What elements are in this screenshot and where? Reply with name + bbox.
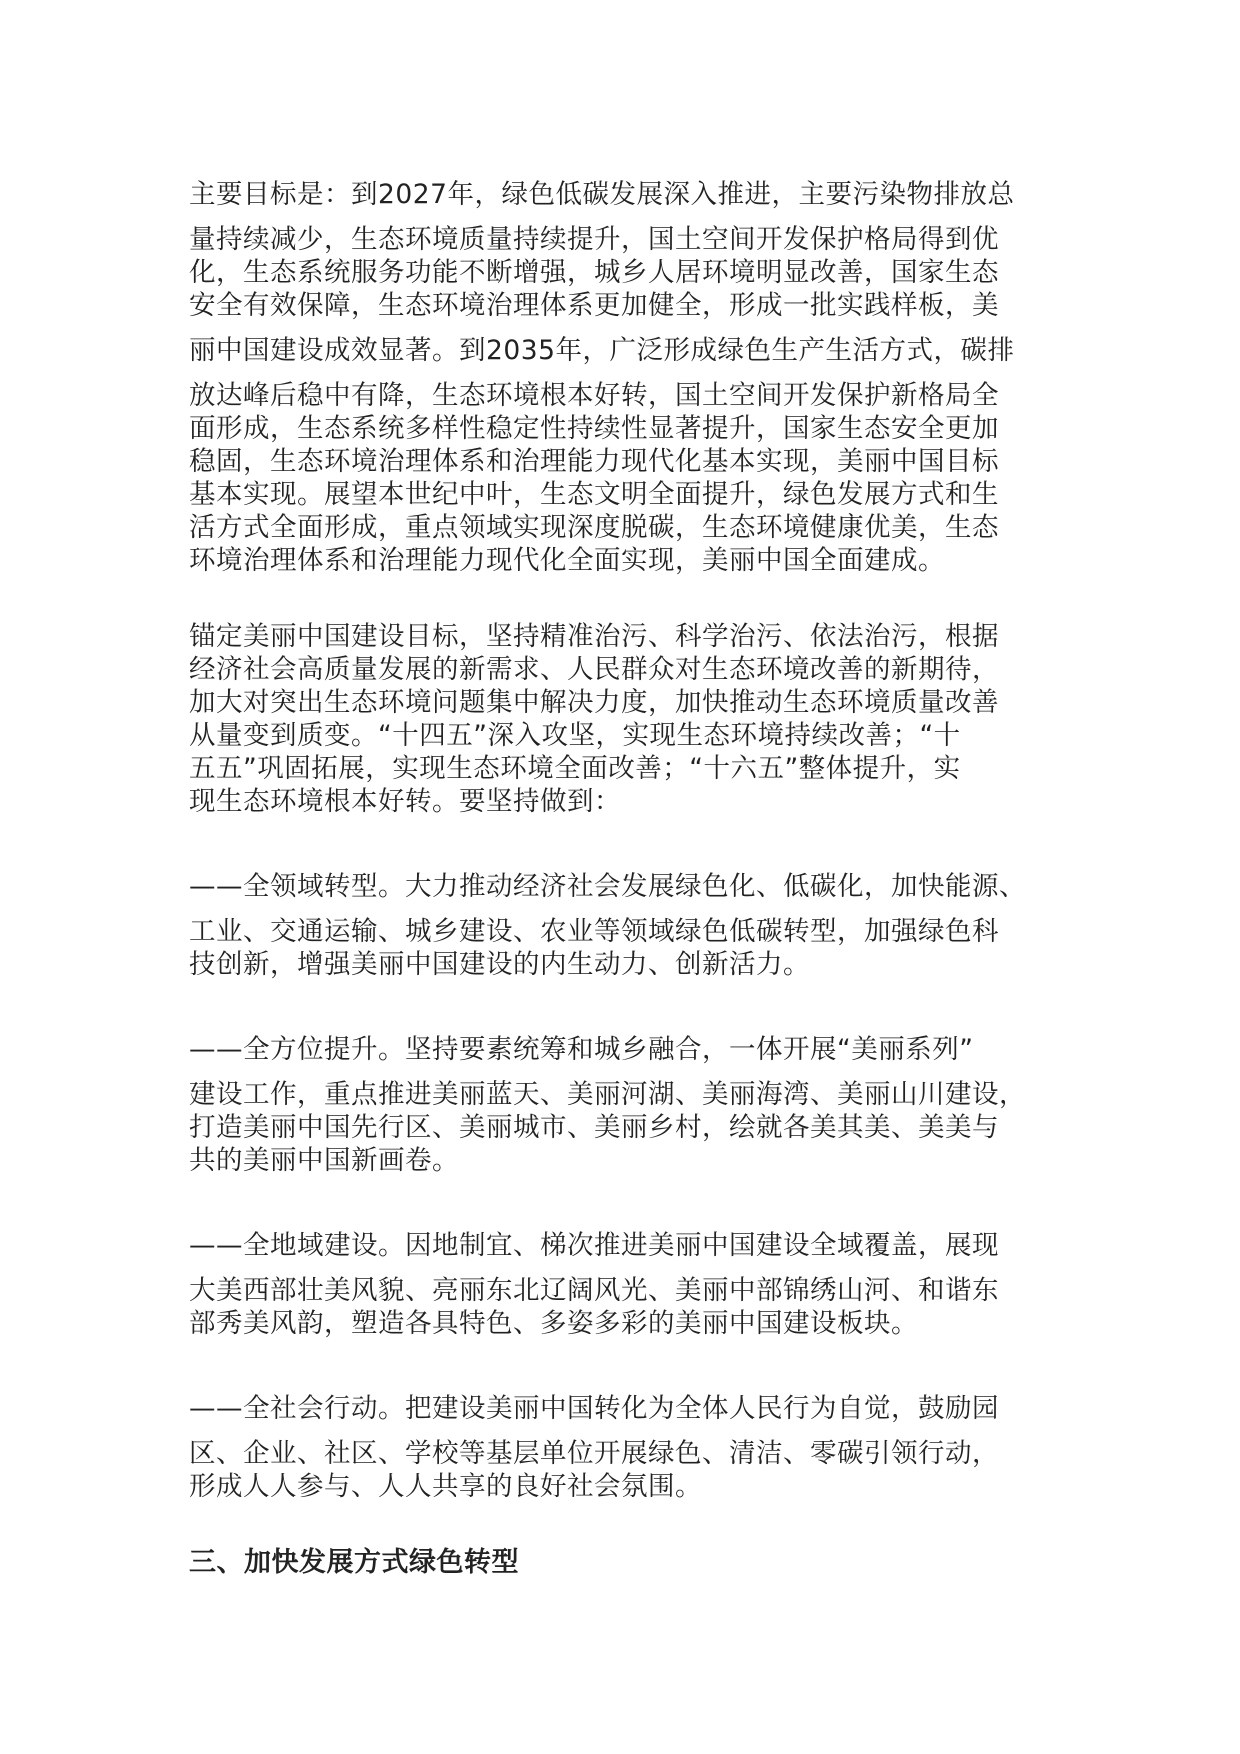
text-line: 环境治理体系和治理能力现代化全面实现，美丽中国全面建成。 [189,545,945,576]
text-line: ——全社会行动。把建设美丽中国转化为全体人民行为自觉，鼓励园 [189,1393,999,1424]
text-line: 基本实现。展望本世纪中叶，生态文明全面提升，绿色发展方式和生 [189,479,999,510]
text-line: ——全地域建设。因地制宜、梯次推进美丽中国建设全域覆盖，展现 [189,1230,999,1261]
text-line: 工业、交通运输、城乡建设、农业等领域绿色低碳转型，加强绿色科 [189,916,999,947]
text-line: 五五”巩固拓展，实现生态环境全面改善；“十六五”整体提升，实 [189,753,961,784]
text-line: 放达峰后稳中有降，生态环境根本好转，国土空间开发保护新格局全 [189,380,999,411]
text-line: 区、企业、社区、学校等基层单位开展绿色、清洁、零碳引领行动， [189,1438,999,1469]
paragraph-all-aspects [189,1033,1059,1177]
section-heading: 三、加快发展方式绿色转型 [189,1547,519,1578]
text-line: 现生态环境根本好转。要坚持做到： [189,786,621,817]
text-line: 化，生态系统服务功能不断增强，城乡人居环境明显改善，国家生态 [189,257,999,288]
text-line: ——全方位提升。坚持要素统筹和城乡融合，一体开展“美丽系列” [189,1034,974,1065]
text-line: 量持续减少，生态环境质量持续提升，国土空间开发保护格局得到优 [189,224,999,255]
text-line: 部秀美风韵，塑造各具特色、多姿多彩的美丽中国建设板块。 [189,1308,918,1339]
text-line: 面形成，生态系统多样性稳定性持续性显著提升，国家生态安全更加 [189,413,999,444]
text-line: 共的美丽中国新画卷。 [189,1145,459,1176]
paragraph-whole-society [189,1392,1059,1503]
text-line: 大美西部壮美风貌、亮丽东北辽阔风光、美丽中部锦绣山河、和谐东 [189,1275,999,1306]
text-line: 建设工作，重点推进美丽蓝天、美丽河湖、美丽海湾、美丽山川建设， [189,1079,1026,1110]
paragraph-main-targets [189,178,1059,577]
text-line: 锚定美丽中国建设目标，坚持精准治污、科学治污、依法治污，根据 [189,621,999,652]
text-line: 技创新，增强美丽中国建设的内生动力、创新活力。 [189,949,810,980]
text-line: 丽中国建设成效显著。到2035年，广泛形成绿色生产生活方式，碳排 [189,335,1015,366]
text-line: 加大对突出生态环境问题集中解决力度，加快推动生态环境质量改善 [189,687,999,718]
paragraph-all-fields [189,870,1059,981]
paragraph-all-regions [189,1229,1059,1340]
text-line: 活方式全面形成，重点领域实现深度脱碳，生态环境健康优美，生态 [189,512,999,543]
text-line: 主要目标是：到2027年，绿色低碳发展深入推进，主要污染物排放总 [189,179,1015,210]
text-line: 从量变到质变。“十四五”深入攻坚，实现生态环境持续改善；“十 [189,720,961,751]
text-line: 形成人人参与、人人共享的良好社会氛围。 [189,1471,702,1502]
paragraph-goals [189,620,1059,818]
document-body [189,178,1059,1579]
text-line: 稳固，生态环境治理体系和治理能力现代化基本实现，美丽中国目标 [189,446,999,477]
text-line: ——全领域转型。大力推动经济社会发展绿色化、低碳化，加快能源、 [189,871,1026,902]
text-line: 经济社会高质量发展的新需求、人民群众对生态环境改善的新期待， [189,654,999,685]
text-line: 安全有效保障，生态环境治理体系更加健全，形成一批实践样板，美 [189,290,999,321]
text-line: 打造美丽中国先行区、美丽城市、美丽乡村，绘就各美其美、美美与 [189,1112,999,1143]
